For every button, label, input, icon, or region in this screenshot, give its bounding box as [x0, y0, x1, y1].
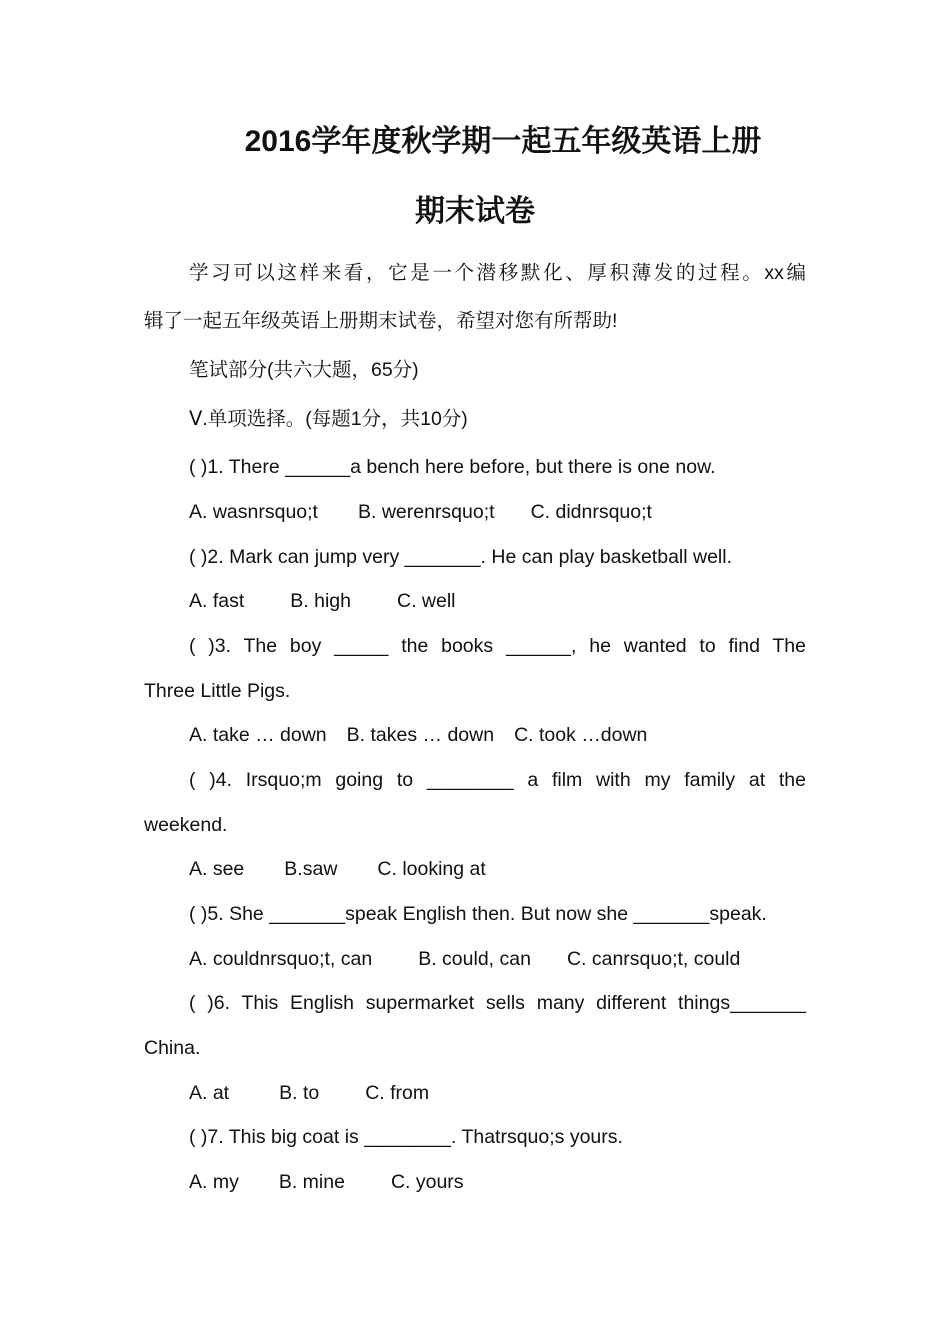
- option-b: B. to: [279, 1082, 320, 1104]
- option-b: B. could, can: [418, 948, 531, 970]
- option-c: C. from: [365, 1082, 430, 1104]
- option-c: C. took …down: [514, 724, 648, 746]
- question-5-options: [189, 944, 806, 974]
- question-3-stem-line-2: Three Little Pigs.: [144, 680, 291, 702]
- question-5-stem: ( )5. She _______speak English then. But now she _______speak.: [189, 903, 767, 925]
- question-2-options: [189, 586, 806, 616]
- written-part-heading: 笔试部分(共六大题，65分): [189, 359, 419, 381]
- option-a: A. at: [189, 1082, 230, 1104]
- option-a: A. my: [189, 1171, 239, 1193]
- question-6-stem-line-1: ( )6. This English supermarket sells many different things_______: [189, 992, 806, 1014]
- option-a: A. fast: [189, 590, 245, 612]
- intro-paragraph-line-2: 辑了一起五年级英语上册期末试卷，希望对您有所帮助!: [144, 310, 618, 332]
- question-4-stem-line-2: weekend.: [144, 814, 228, 836]
- question-4-options: [189, 854, 806, 884]
- option-c: C. yours: [390, 1171, 464, 1193]
- option-c: C. well: [397, 590, 456, 612]
- question-3-options: [189, 720, 806, 750]
- option-a: A. see: [189, 858, 245, 880]
- question-3-stem-line-1: ( )3. The boy _____ the books ______, he wanted to find The: [189, 635, 806, 657]
- page-subtitle: 期末试卷: [415, 195, 535, 228]
- option-a: A. take … down: [189, 724, 327, 746]
- option-b: B. mine: [278, 1171, 345, 1193]
- question-2-stem: ( )2. Mark can jump very _______. He can play basketball well.: [189, 546, 733, 568]
- question-7-options: [189, 1167, 806, 1197]
- option-a: A. wasnrsquo;t: [189, 501, 318, 523]
- question-1-options: [189, 497, 806, 527]
- option-a: A. couldnrsquo;t, can: [189, 948, 373, 970]
- option-b: B.saw: [284, 858, 338, 880]
- option-c: C. canrsquo;t, could: [566, 948, 741, 970]
- option-b: B. high: [290, 590, 351, 612]
- page-title: 2016学年度秋学期一起五年级英语上册: [244, 125, 762, 158]
- question-7-stem: ( )7. This big coat is ________. Thatrsquo;s yours.: [189, 1126, 623, 1148]
- option-c: C. looking at: [377, 858, 486, 880]
- question-4-stem-line-1: ( )4. Irsquo;m going to ________ a film with my family at the: [189, 769, 806, 791]
- question-6-options: [189, 1078, 806, 1108]
- section-v-heading: Ⅴ.单项选择。(每题1分，共10分): [189, 408, 468, 430]
- option-b: B. takes … down: [346, 724, 495, 746]
- option-b: B. werenrsquo;t: [357, 501, 495, 523]
- option-c: C. didnrsquo;t: [530, 501, 652, 523]
- question-1-stem: ( )1. There ______a bench here before, but there is one now.: [189, 456, 716, 478]
- intro-paragraph-line-1: 学习可以这样来看，它是一个潜移默化、厚积薄发的过程。xx编: [189, 262, 806, 284]
- question-6-stem-line-2: China.: [144, 1037, 201, 1059]
